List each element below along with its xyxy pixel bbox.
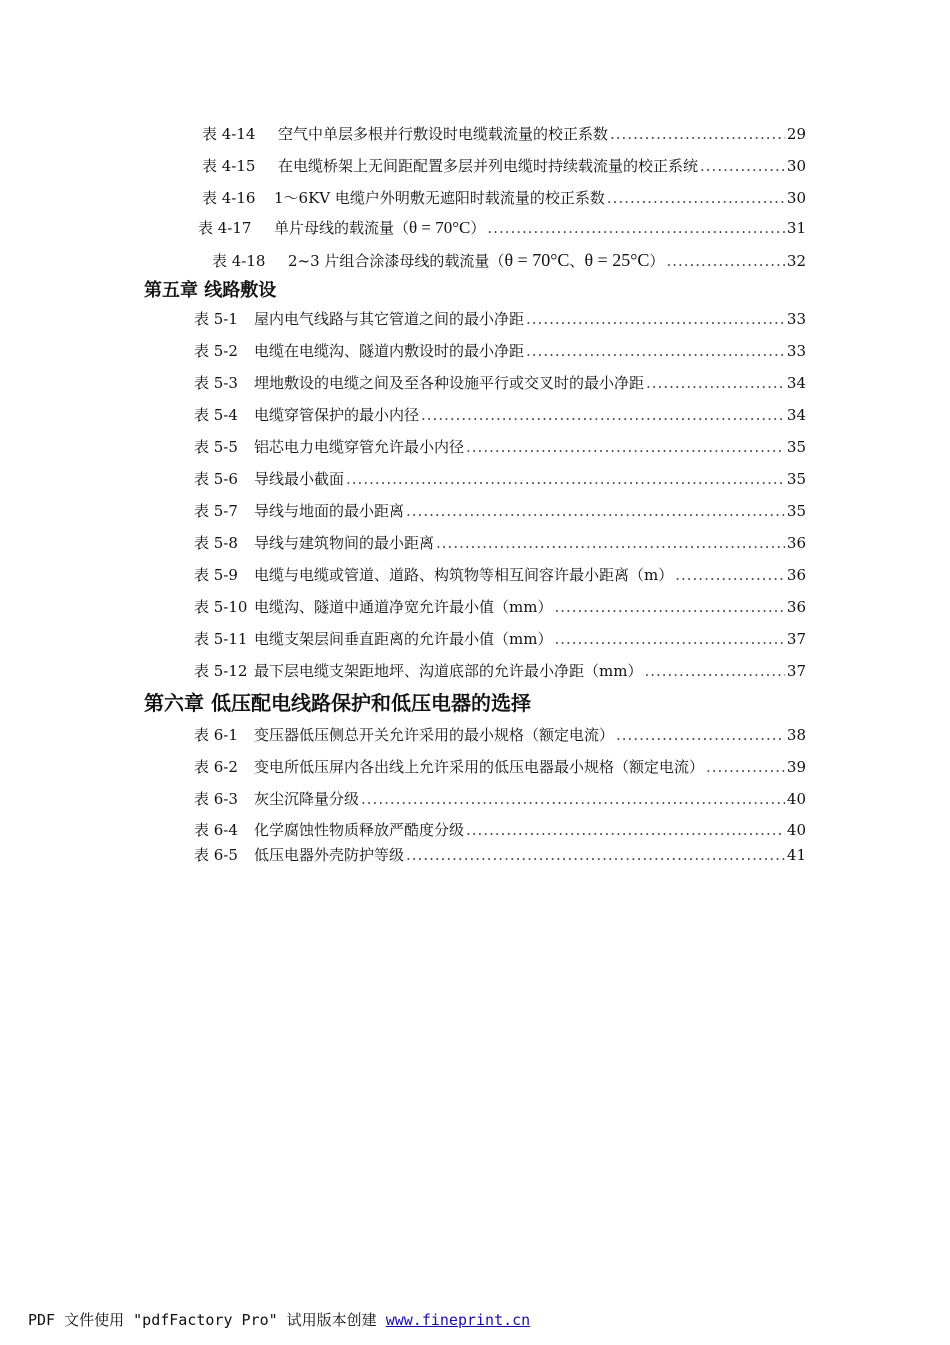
toc-code: 表 6-3 bbox=[194, 790, 238, 808]
toc-entry-5-2[interactable] bbox=[194, 341, 806, 361]
toc-page-number: 34 bbox=[786, 406, 806, 424]
leader-dots bbox=[526, 309, 785, 329]
leader-dots bbox=[406, 845, 785, 865]
toc-code: 表 5-12 bbox=[194, 662, 248, 680]
toc-title: 1～6KV 电缆户外明敷无遮阳时载流量的校正系数 bbox=[274, 189, 605, 207]
toc-title-end: ） bbox=[470, 219, 486, 237]
leader-dots bbox=[361, 789, 785, 809]
toc-title: 化学腐蚀性物质释放严酷度分级 bbox=[254, 821, 465, 839]
toc-page-number: 34 bbox=[786, 374, 806, 392]
toc-page-number: 30 bbox=[786, 189, 806, 207]
toc-title: 导线与建筑物间的最小距离 bbox=[254, 534, 435, 552]
leader-dots bbox=[610, 124, 785, 144]
toc-page-number: 40 bbox=[786, 790, 806, 808]
toc-page-number: 38 bbox=[786, 726, 806, 744]
leader-dots bbox=[554, 629, 784, 649]
toc-code: 表 5-5 bbox=[194, 438, 238, 456]
toc-page-number: 36 bbox=[786, 534, 806, 552]
toc-entry-5-5[interactable] bbox=[194, 437, 806, 457]
toc-page-number: 36 bbox=[786, 566, 806, 584]
toc-page-number: 32 bbox=[786, 252, 806, 270]
leader-dots bbox=[706, 757, 785, 777]
leader-dots bbox=[406, 501, 785, 521]
toc-entry-5-11[interactable] bbox=[194, 629, 806, 649]
chapter-heading-6[interactable]: 第六章 低压配电线路保护和低压电器的选择 bbox=[144, 691, 531, 715]
toc-page-number: 37 bbox=[786, 630, 806, 648]
toc-page-number: 35 bbox=[786, 470, 806, 488]
toc-title: 灰尘沉降量分级 bbox=[254, 790, 360, 808]
toc-page-number: 33 bbox=[786, 310, 806, 328]
toc-code: 表 5-4 bbox=[194, 406, 238, 424]
leader-dots bbox=[466, 820, 785, 840]
leader-dots bbox=[666, 251, 784, 271]
toc-code: 表 5-3 bbox=[194, 374, 238, 392]
toc-page-number: 33 bbox=[786, 342, 806, 360]
toc-entry-6-1[interactable] bbox=[194, 725, 806, 745]
toc-page-number: 36 bbox=[786, 598, 806, 616]
toc-title-end: ） bbox=[649, 252, 665, 270]
toc-title: 电缆与电缆或管道、道路、构筑物等相互间容许最小距离（m） bbox=[254, 566, 674, 584]
toc-code: 表 5-2 bbox=[194, 342, 238, 360]
footer-link[interactable]: www.fineprint.cn bbox=[385, 1311, 531, 1329]
toc-title: 最下层电缆支架距地坪、沟道底部的允许最小净距（mm） bbox=[254, 662, 643, 680]
toc-title: 在电缆桥架上无间距配置多层并列电缆时持续载流量的校正系统 bbox=[278, 157, 699, 175]
toc-title: 单片母线的载流量（ bbox=[274, 219, 410, 237]
chapter-heading-5[interactable]: 第五章 线路敷设 bbox=[144, 280, 277, 301]
toc-code: 表 4-15 bbox=[202, 157, 256, 175]
toc-title: 低压电器外壳防护等级 bbox=[254, 846, 405, 864]
leader-dots bbox=[644, 661, 784, 681]
toc-title: 变电所低压屏内各出线上允许采用的低压电器最小规格（额定电流） bbox=[254, 758, 705, 776]
leader-dots bbox=[700, 156, 785, 176]
formula-theta-n: θ = 70°C bbox=[409, 218, 471, 237]
toc-title: 变压器低压侧总开关允许采用的最小规格（额定电流） bbox=[254, 726, 615, 744]
toc-code: 表 4-18 bbox=[212, 252, 266, 270]
toc-code: 表 4-16 bbox=[202, 189, 256, 207]
toc-entry-4-17[interactable] bbox=[198, 218, 806, 238]
toc-code: 表 6-5 bbox=[194, 846, 238, 864]
toc-code: 表 6-1 bbox=[194, 726, 238, 744]
toc-page-number: 37 bbox=[786, 662, 806, 680]
toc-entry-6-4[interactable] bbox=[194, 820, 806, 840]
toc-entry-4-16[interactable] bbox=[202, 188, 806, 208]
toc-entry-4-14[interactable] bbox=[202, 124, 806, 144]
toc-title: 电缆支架层间垂直距离的允许最小值（mm） bbox=[254, 630, 553, 648]
toc-code: 表 5-11 bbox=[194, 630, 248, 648]
toc-code: 表 5-8 bbox=[194, 534, 238, 552]
toc-code: 表 4-14 bbox=[202, 125, 256, 143]
toc-title: 埋地敷设的电缆之间及至各种设施平行或交叉时的最小净距 bbox=[254, 374, 645, 392]
toc-title: 电缆穿管保护的最小内径 bbox=[254, 406, 420, 424]
leader-dots bbox=[607, 188, 785, 208]
toc-entry-4-18[interactable] bbox=[212, 250, 806, 271]
leader-dots bbox=[646, 373, 785, 393]
toc-entry-5-6[interactable] bbox=[194, 469, 806, 489]
leader-dots bbox=[436, 533, 785, 553]
toc-page-number: 39 bbox=[786, 758, 806, 776]
toc-code: 表 4-17 bbox=[198, 219, 252, 237]
toc-page-number: 35 bbox=[786, 502, 806, 520]
toc-page-number: 41 bbox=[786, 846, 806, 864]
toc-code: 表 5-6 bbox=[194, 470, 238, 488]
leader-dots bbox=[487, 218, 785, 238]
toc-page-number: 31 bbox=[786, 219, 806, 237]
leader-dots bbox=[616, 725, 785, 745]
toc-title: 导线最小截面 bbox=[254, 470, 345, 488]
toc-code: 表 5-10 bbox=[194, 598, 248, 616]
formula-theta-n: θ = 70°C bbox=[504, 250, 570, 270]
toc-page-number: 30 bbox=[786, 157, 806, 175]
toc-page-number: 40 bbox=[786, 821, 806, 839]
toc-title: 屋内电气线路与其它管道之间的最小净距 bbox=[254, 310, 525, 328]
leader-dots bbox=[346, 469, 785, 489]
toc-page-number: 29 bbox=[786, 125, 806, 143]
pdf-footer bbox=[28, 1309, 530, 1330]
toc-title: 空气中单层多根并行敷设时电缆载流量的校正系数 bbox=[278, 125, 609, 143]
leader-dots bbox=[526, 341, 785, 361]
toc-code: 表 6-2 bbox=[194, 758, 238, 776]
leader-dots bbox=[421, 405, 785, 425]
toc-entry-5-1[interactable] bbox=[194, 309, 806, 329]
toc-title: 导线与地面的最小距离 bbox=[254, 502, 405, 520]
toc-code: 表 6-4 bbox=[194, 821, 238, 839]
leader-dots bbox=[554, 597, 784, 617]
toc-title: 2~3 片组合涂漆母线的载流量（ bbox=[288, 252, 505, 270]
toc-code: 表 5-9 bbox=[194, 566, 238, 584]
formula-separator: 、 bbox=[569, 252, 585, 270]
toc-entry-5-10[interactable] bbox=[194, 597, 806, 617]
toc-entry-6-3[interactable] bbox=[194, 789, 806, 809]
toc-entry-6-2[interactable] bbox=[194, 757, 806, 777]
toc-entry-6-5[interactable] bbox=[194, 845, 806, 865]
toc-code: 表 5-7 bbox=[194, 502, 238, 520]
toc-entry-5-8[interactable] bbox=[194, 533, 806, 553]
footer-text: PDF 文件使用 "pdfFactory Pro" 试用版本创建 bbox=[28, 1311, 377, 1329]
formula-theta-a: θ = 25°C bbox=[584, 250, 650, 270]
leader-dots bbox=[466, 437, 785, 457]
toc-entry-5-7[interactable] bbox=[194, 501, 806, 521]
toc-entry-4-15[interactable] bbox=[202, 156, 806, 176]
toc-entry-5-4[interactable] bbox=[194, 405, 806, 425]
toc-page-number: 35 bbox=[786, 438, 806, 456]
toc-code: 表 5-1 bbox=[194, 310, 238, 328]
toc-title: 电缆沟、隧道中通道净宽允许最小值（mm） bbox=[254, 598, 553, 616]
toc-entry-5-12[interactable] bbox=[194, 661, 806, 681]
toc-title: 电缆在电缆沟、隧道内敷设时的最小净距 bbox=[254, 342, 525, 360]
toc-title: 铝芯电力电缆穿管允许最小内径 bbox=[254, 438, 465, 456]
toc-entry-5-3[interactable] bbox=[194, 373, 806, 393]
toc-entry-5-9[interactable] bbox=[194, 565, 806, 585]
leader-dots bbox=[675, 565, 785, 585]
